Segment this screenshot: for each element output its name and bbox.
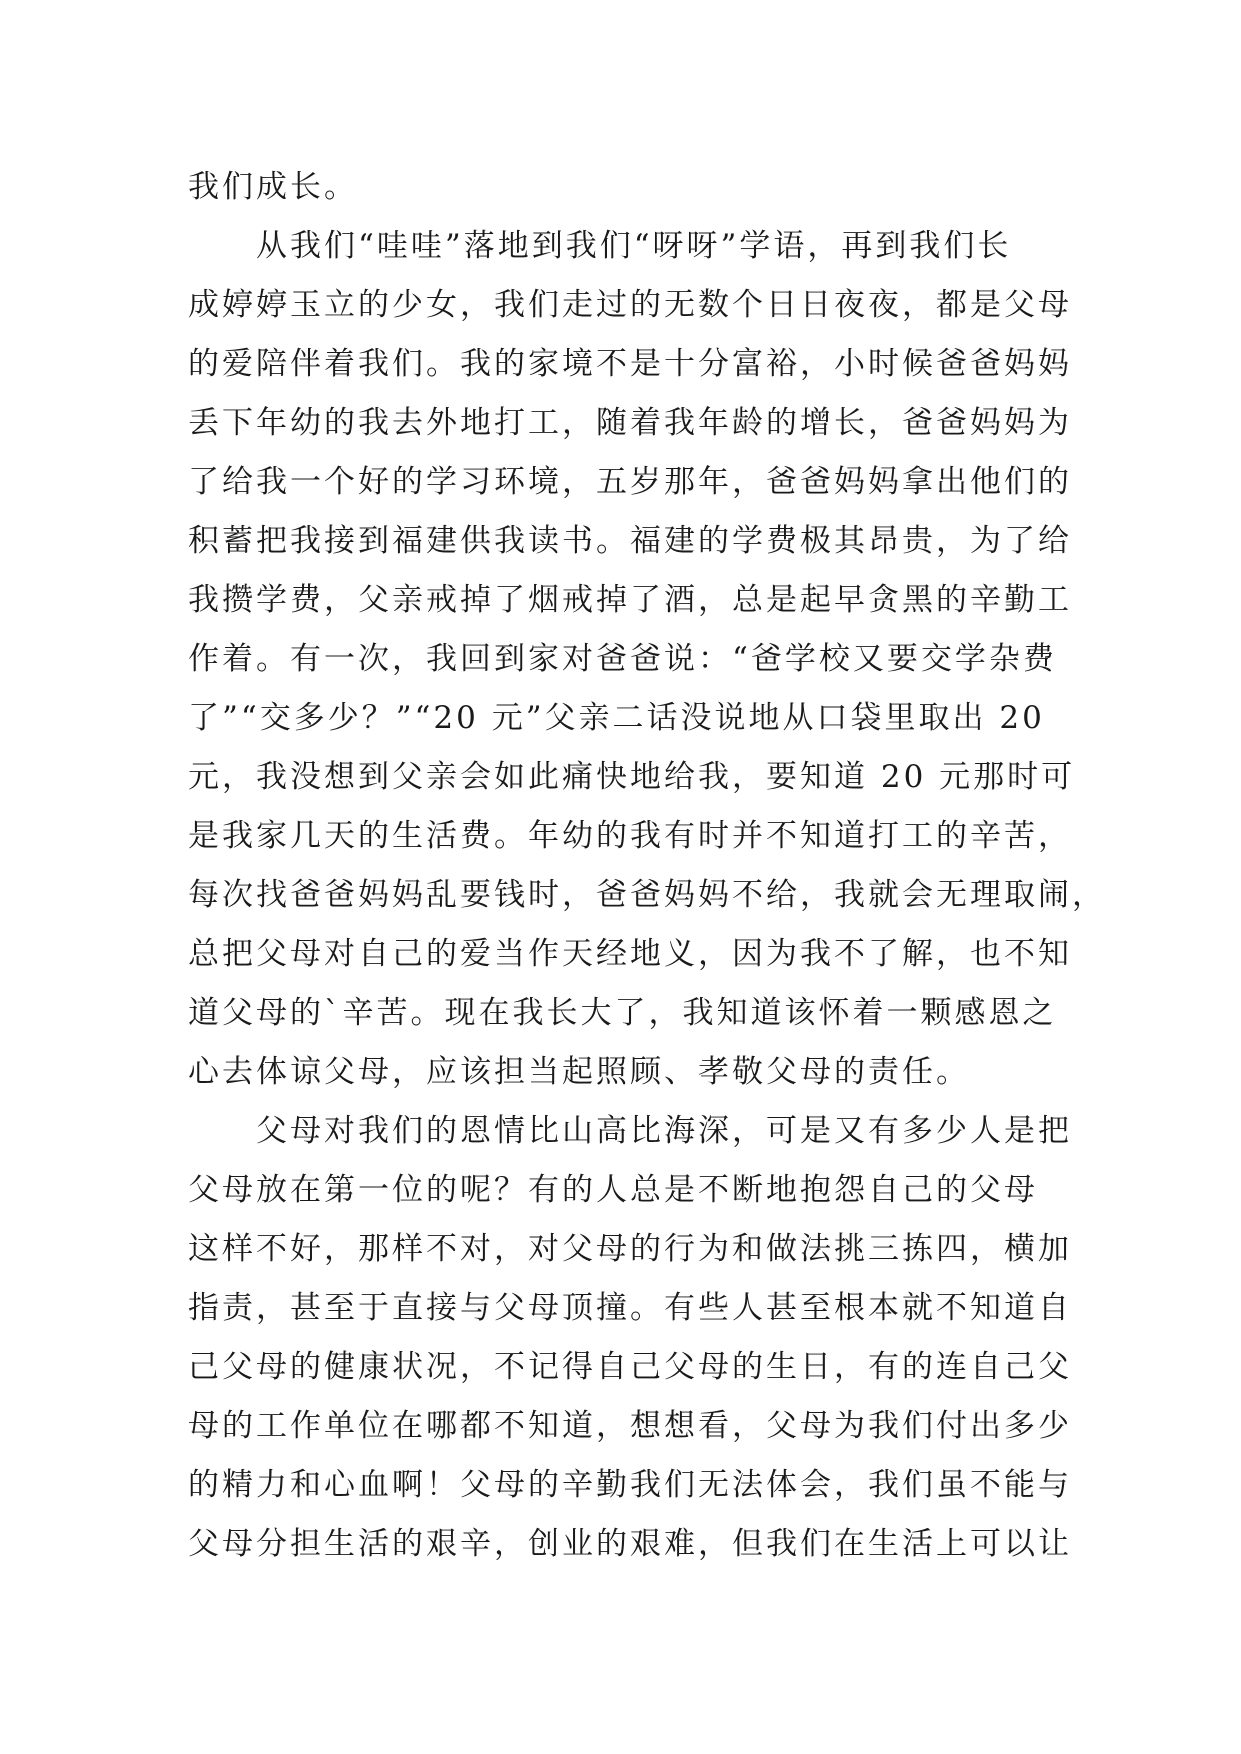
text-line: 这样不好，那样不对，对父母的行为和做法挑三拣四，横加 xyxy=(188,1231,1072,1267)
text-line: 丢下年幼的我去外地打工，随着我年龄的增长，爸爸妈妈为 xyxy=(188,405,1072,441)
text-line: 父母放在第一位的呢？有的人总是不断地抱怨自己的父母 xyxy=(188,1172,1038,1208)
text-line: 父母对我们的恩情比山高比海深，可是又有多少人是把 xyxy=(256,1113,1072,1149)
text-line: 道父母的`辛苦。现在我长大了，我知道该怀着一颗感恩之 xyxy=(188,995,1057,1031)
text-line: 元，我没想到父亲会如此痛快地给我，要知道 20 元那时可 xyxy=(188,759,1076,795)
text-line: 积蓄把我接到福建供我读书。福建的学费极其昂贵，为了给 xyxy=(188,523,1072,559)
text-line: 母的工作单位在哪都不知道，想想看，父母为我们付出多少 xyxy=(188,1408,1072,1444)
text-line: 成婷婷玉立的少女，我们走过的无数个日日夜夜，都是父母 xyxy=(188,287,1072,323)
text-line: 我攒学费，父亲戒掉了烟戒掉了酒，总是起早贪黑的辛勤工 xyxy=(188,582,1072,618)
text-line: 父母分担生活的艰辛，创业的艰难，但我们在生活上可以让 xyxy=(188,1526,1072,1562)
text-line: 了”“交多少？”“20 元”父亲二话没说地从口袋里取出 20 xyxy=(188,700,1045,736)
text-line: 己父母的健康状况，不记得自己父母的生日，有的连自己父 xyxy=(188,1349,1072,1385)
text-line: 总把父母对自己的爱当作天经地义，因为我不了解，也不知 xyxy=(188,936,1072,972)
text-line: 的爱陪伴着我们。我的家境不是十分富裕，小时候爸爸妈妈 xyxy=(188,346,1072,382)
essay-body xyxy=(188,158,1106,1574)
text-line: 作着。有一次，我回到家对爸爸说：“爸学校又要交学杂费 xyxy=(188,641,1057,677)
text-line: 每次找爸爸妈妈乱要钱时，爸爸妈妈不给，我就会无理取闹， xyxy=(188,877,1106,913)
text-line: 从我们“哇哇”落地到我们“呀呀”学语，再到我们长 xyxy=(256,228,1012,264)
text-line: 的精力和心血啊！父母的辛勤我们无法体会，我们虽不能与 xyxy=(188,1467,1072,1503)
text-line: 心去体谅父母，应该担当起照顾、孝敬父母的责任。 xyxy=(188,1054,970,1090)
text-line: 我们成长。 xyxy=(188,169,358,205)
text-line: 是我家几天的生活费。年幼的我有时并不知道打工的辛苦， xyxy=(188,818,1072,854)
text-line: 指责，甚至于直接与父母顶撞。有些人甚至根本就不知道自 xyxy=(188,1290,1072,1326)
text-line: 了给我一个好的学习环境，五岁那年，爸爸妈妈拿出他们的 xyxy=(188,464,1072,500)
